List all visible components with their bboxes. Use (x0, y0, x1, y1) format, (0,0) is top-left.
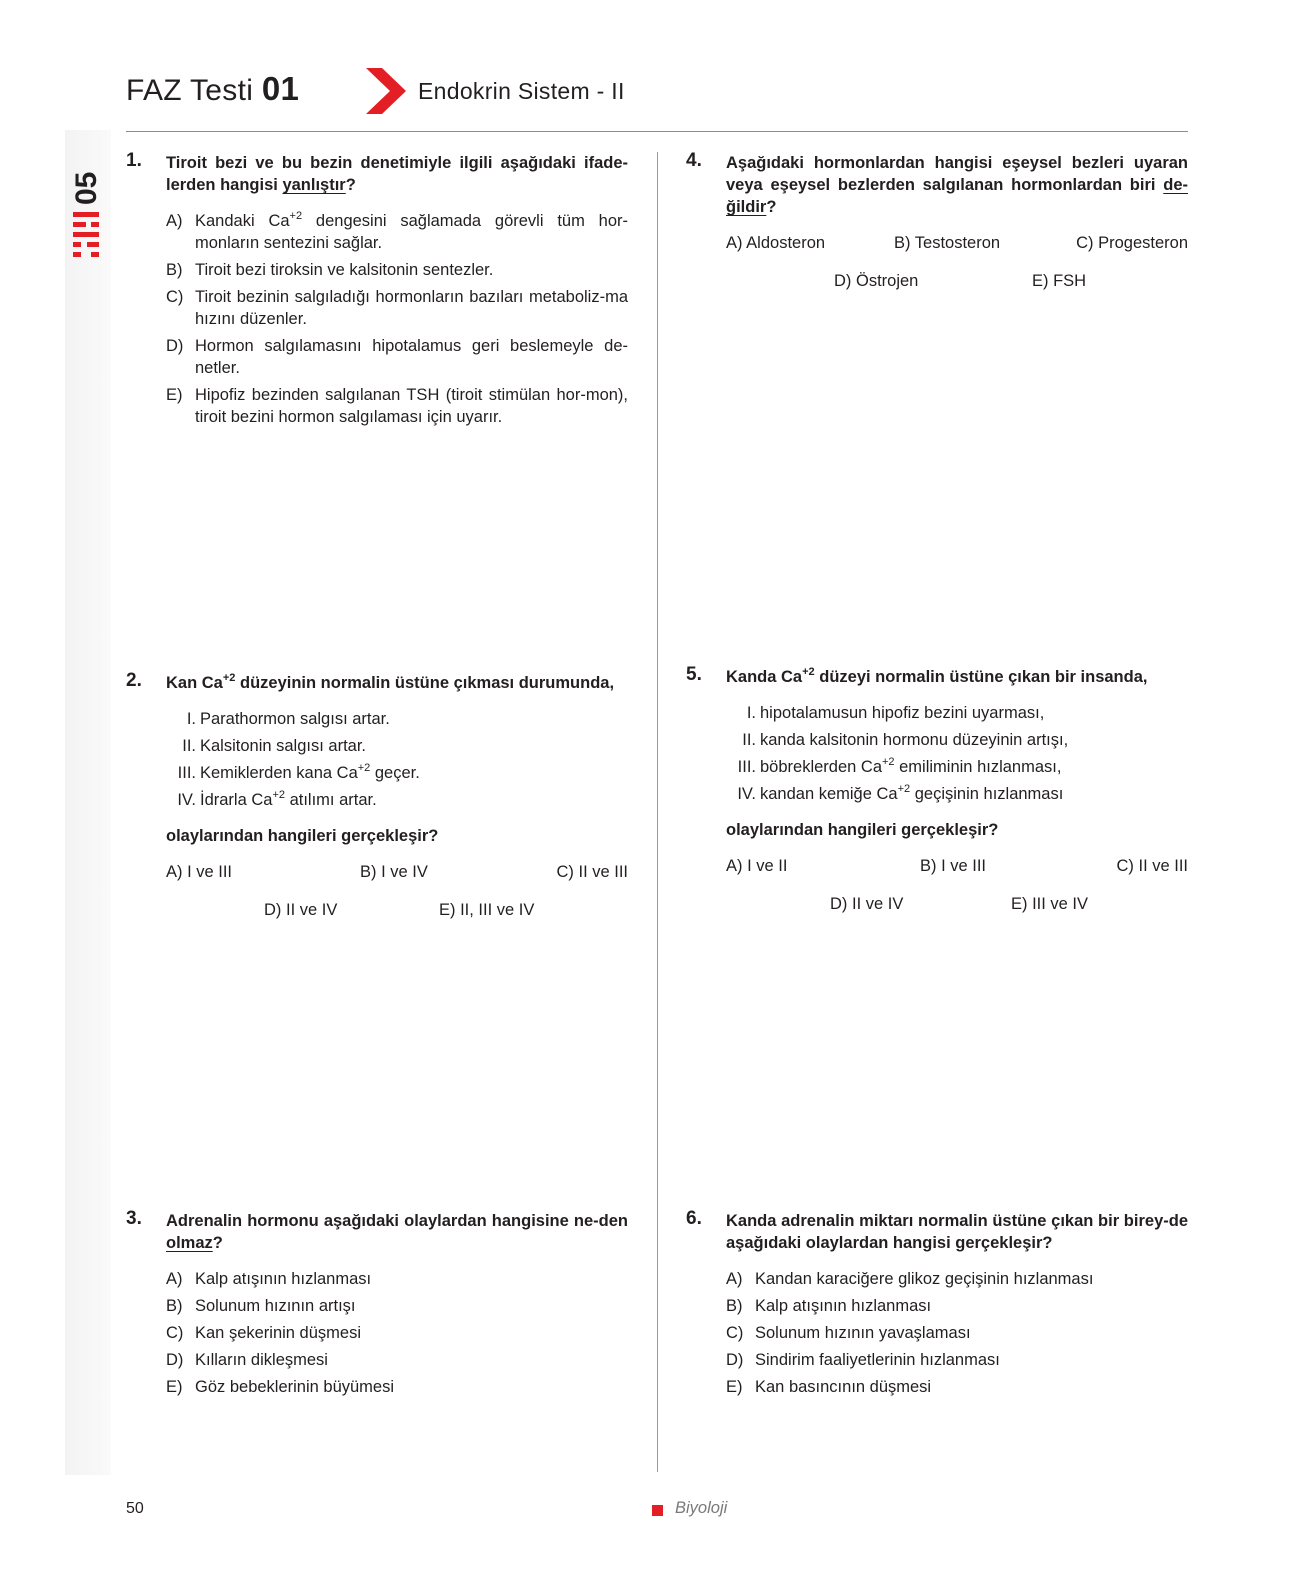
question-number: 4. (686, 150, 702, 171)
question-number: 1. (126, 150, 142, 171)
option-grid (726, 855, 1188, 935)
option[interactable]: B) I ve IV (360, 863, 428, 881)
question-number: 3. (126, 1208, 142, 1229)
question-number: 6. (686, 1208, 702, 1229)
option-grid (166, 861, 628, 941)
statement-list (726, 702, 1188, 805)
option[interactable]: C) Tiroit bezinin salgıladığı hormonların bazıları metaboliz-ma hızını düzenler. (166, 288, 628, 328)
option[interactable]: B) Testosteron (894, 234, 1001, 252)
option[interactable]: B) I ve III (920, 857, 987, 875)
question-stem: Aşağıdaki hormonlardan hangisi eşeysel bezleri uyaran veya eşeysel bezlerden salgılanan hormonlardan biri de-ğildir? (726, 154, 1188, 216)
page-title: FAZ Testi 01 (126, 70, 300, 107)
question-5 (686, 664, 1188, 935)
svg-text:05: 05 (70, 171, 103, 205)
option-grid (726, 232, 1188, 312)
option-list (726, 1268, 1188, 1398)
option[interactable]: E) Kan basıncının düşmesi (726, 1378, 932, 1396)
column-divider (657, 152, 658, 1472)
chevron-right-icon (366, 68, 406, 114)
option[interactable]: C) II ve III (1116, 857, 1188, 875)
statement: III. Kemiklerden kana $Ca^{+2}$ geçer. (177, 761, 420, 782)
option[interactable]: E) FSH (1032, 272, 1087, 290)
option[interactable]: C) Progesteron (1076, 234, 1188, 252)
option[interactable]: D) II ve IV (264, 901, 338, 919)
footer-square-icon (652, 1505, 663, 1516)
option[interactable]: A) Kalp atışının hızlanması (166, 1270, 372, 1288)
option[interactable]: D) Sindirim faaliyetlerinin hızlanması (726, 1351, 1000, 1369)
question-stem: Tiroit bezi ve bu bezin denetimiyle ilgili aşağıdaki ifade-lerden hangisi yanlıştır? (166, 154, 628, 194)
question-stem: Adrenalin hormonu aşağıdaki olaylardan hangisine ne-den olmaz? (166, 1212, 628, 1252)
question-1 (126, 150, 628, 433)
statement: II. kanda kalsitonin hormonu düzeyinin artışı, (742, 731, 1069, 749)
statement-list (166, 708, 628, 811)
question-number: 5. (686, 664, 702, 685)
option[interactable]: E) III ve IV (1011, 895, 1089, 913)
option[interactable]: A) I ve II (726, 857, 788, 875)
option[interactable]: A) Aldosteron (726, 234, 826, 252)
side-strip (65, 130, 111, 1475)
page-number: 50 (126, 1500, 144, 1517)
question-2 (126, 670, 628, 941)
option[interactable]: E) Hipofiz bezinden salgılanan TSH (tiroit stimülan hor-mon), tiroit bezini hormon salgılaması için uyarır. (166, 386, 628, 426)
option[interactable]: B) Tiroit bezi tiroksin ve kalsitonin sentezler. (166, 261, 494, 279)
statement: III. böbreklerden $Ca^{+2}$ emiliminin hızlanması, (737, 755, 1062, 776)
option[interactable]: B) Solunum hızının artışı (166, 1297, 356, 1315)
question-6 (686, 1208, 1188, 1403)
option[interactable]: D) Östrojen (834, 272, 919, 290)
statement: IV. İdrarla $Ca^{+2}$ atılımı artar. (177, 788, 377, 809)
option[interactable]: C) Solunum hızının yavaşlaması (726, 1324, 971, 1342)
statement: IV. kandan kemiğe $Ca^{+2}$ geçişinin hızlanması (737, 782, 1064, 803)
option[interactable]: A) Kandan karaciğere glikoz geçişinin hızlanması (726, 1270, 1094, 1288)
question-3 (126, 1208, 628, 1403)
faz-logo (69, 150, 103, 260)
option[interactable]: A) I ve III (166, 863, 233, 881)
option[interactable]: D) Hormon salgılamasını hipotalamus geri beslemeyle de-netler. (166, 337, 628, 377)
option[interactable]: B) Kalp atışının hızlanması (726, 1297, 932, 1315)
option-list (166, 210, 628, 428)
statement: I. hipotalamusun hipofiz bezini uyarması, (746, 704, 1045, 722)
header-divider (126, 131, 1188, 132)
option[interactable]: C) Kan şekerinin düşmesi (166, 1324, 361, 1342)
question-stem: Kanda $Ca^{+2}$ düzeyi normalin üstüne çıkan bir insanda, (726, 665, 1148, 686)
subject-label: Biyoloji (675, 1499, 728, 1517)
question-ask: olaylarından hangileri gerçekleşir? (726, 821, 999, 839)
option[interactable]: A) Kandaki $Ca^{+2}$ dengesini sağlamada görevli tüm hor-monların sentezini sağlar. (166, 209, 628, 252)
option[interactable]: C) II ve III (556, 863, 628, 881)
statement: I. Parathormon salgısı artar. (186, 710, 390, 728)
question-number: 2. (126, 670, 142, 691)
option[interactable]: E) Göz bebeklerinin büyümesi (166, 1378, 395, 1396)
question-ask: olaylarından hangileri gerçekleşir? (166, 827, 439, 845)
option[interactable]: D) Kılların dikleşmesi (166, 1351, 328, 1369)
topic-title: Endokrin Sistem - II (418, 78, 625, 104)
option-list (166, 1268, 628, 1398)
statement: II. Kalsitonin salgısı artar. (182, 737, 366, 755)
option[interactable]: D) II ve IV (830, 895, 904, 913)
question-4 (686, 150, 1188, 312)
question-stem: Kan $Ca^{+2}$ düzeyinin normalin üstüne çıkması durumunda, (166, 671, 615, 692)
question-stem: Kanda adrenalin miktarı normalin üstüne çıkan bir birey-de aşağıdaki olaylardan hangisi gerçekleşir? (726, 1212, 1188, 1252)
option[interactable]: E) II, III ve IV (439, 901, 535, 919)
